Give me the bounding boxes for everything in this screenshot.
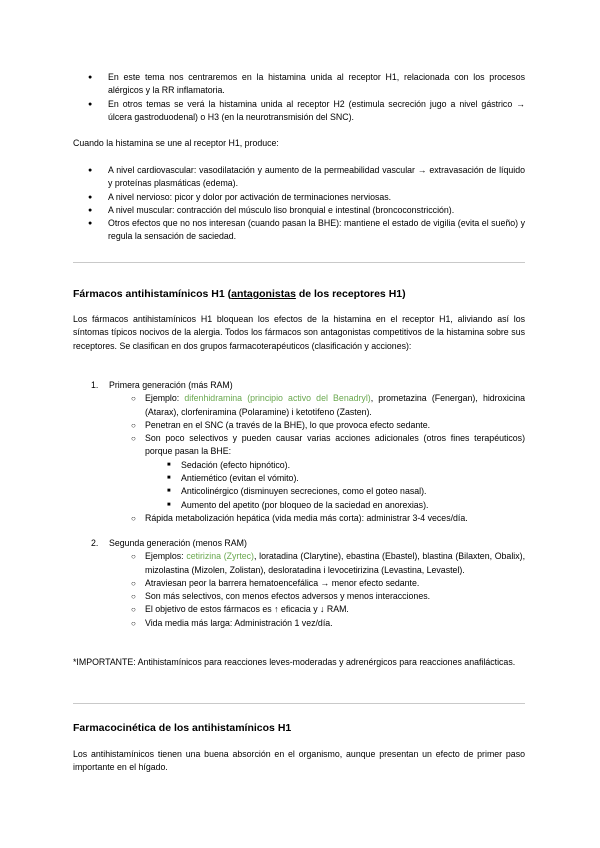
sub-list-item: ■ Antiemético (evitan el vómito).: [73, 472, 525, 485]
example-text: , loratadina (Clarytine), ebastina (Ebastel), blastina (Bilaxten, Obalix), mizolastina (Mizolen, Zolistan), desloratadina i levocetirizina (Levastina, Levastel).: [145, 551, 526, 575]
list-item: ○ Vida media más larga: Administración 1 vez/día.: [73, 617, 525, 630]
list-item: ● A nivel muscular: contracción del músculo liso bronquial e intestinal (broncoconstricción).: [73, 204, 525, 217]
divider: [73, 262, 525, 263]
list-item: ● En otros temas se verá la histamina unida al receptor H2 (estimula secreción jugo a nivel gástrico → úlcera gastroduodenal) o H3 (en la neurotransmisión del SNC).: [73, 98, 525, 125]
divider: [73, 703, 525, 704]
section-heading-antihistaminicos: [73, 288, 525, 301]
second-generation-group: [73, 537, 525, 630]
section-paragraph: Los antihistamínicos tienen una buena absorción en el organismo, aunque presentan un efecto de primer paso importante en el hígado.: [73, 749, 525, 773]
sub-list-item: ■ Sedación (efecto hipnótico).: [73, 459, 525, 472]
item-number: 2.: [91, 538, 99, 548]
first-generation-group: [73, 379, 525, 525]
heading-text: Fármacos antihistamínicos H1 (: [73, 288, 232, 300]
list-item: ○ Rápida metabolización hepática (vida media más corta): administrar 3-4 veces/día.: [73, 512, 525, 525]
list-item: ○ El objetivo de estos fármacos es ↑ eficacia y ↓ RAM.: [73, 603, 525, 616]
sub-list-item: ■ Aumento del apetito (por bloqueo de la saciedad en anorexias).: [73, 499, 525, 512]
list-item: ● A nivel nervioso: picor y dolor por activación de terminaciones nerviosas.: [73, 191, 525, 204]
numbered-item-title: [73, 379, 525, 392]
list-item: ○ Penetran en el SNC (a través de la BHE), lo que provoca efecto sedante.: [73, 419, 525, 432]
list-item: ● Otros efectos que no nos interesan (cuando pasan la BHE): mantiene el estado de vigilia (evita el sueño) y regula la sensación de saciedad.: [73, 217, 525, 244]
h1-intro-text: Cuando la histamina se une al receptor H1, produce:: [73, 138, 279, 148]
highlighted-drug: difenhidramina (principio activo del Benadryl): [184, 393, 371, 404]
list-item: ○ Son más selectivos, con menos efectos adversos y menos interacciones.: [73, 590, 525, 603]
example-label: Ejemplos:: [145, 551, 187, 562]
item-number: 1.: [91, 380, 99, 390]
list-item: ● A nivel cardiovascular: vasodilatación y aumento de la permeabilidad vascular → extravasación de líquido y proteínas plasmáticas (edema).: [73, 164, 525, 191]
example-label: Ejemplo:: [145, 393, 185, 404]
numbered-item-title: [73, 537, 525, 550]
section-paragraph: Los fármacos antihistamínicos H1 bloquean los efectos de la histamina en el receptor H1, aliviando así los síntomas típicos nocivos de la alergia. Todos los fármacos son antagonistas competitivos de la histamina sobre sus receptores. Se clasifican en dos grupos farmacoterapéuticos (clasificación y acciones):: [73, 314, 525, 351]
item-title: Segunda generación (menos RAM): [109, 538, 247, 548]
list-item: [73, 550, 525, 577]
intro-bullet-list: [73, 71, 525, 124]
section-heading-farmacocinetica: Farmacocinética de los antihistamínicos H1: [73, 722, 292, 734]
important-note: *IMPORTANTE: Antihistamínicos para reacciones leves-moderadas y adrenérgicos para reacciones anafilácticas.: [73, 657, 516, 667]
item-title: Primera generación (más RAM): [109, 380, 233, 390]
h1-effects-list: [73, 164, 525, 244]
heading-text: de los receptores H1): [295, 288, 406, 300]
list-item: ○ Atraviesan peor la barrera hematoencefálica → menor efecto sedante.: [73, 577, 525, 590]
sub-list-item: ■ Anticolinérgico (disminuyen secreciones, como el goteo nasal).: [73, 485, 525, 498]
list-item: ● En este tema nos centraremos en la histamina unida al receptor H1, relacionada con los procesos alérgicos y la RR inflamatoria.: [73, 71, 525, 98]
heading-underlined-text: antagonistas: [231, 288, 296, 300]
example-text: , prometazina (Fenergan), hidroxicina (Atarax), clorfeniramina (Polaramine) i ketotifeno (Zasten).: [145, 393, 525, 417]
highlighted-drug: cetirizina (Zyrtec): [186, 551, 254, 562]
list-item: ○ Son poco selectivos y pueden causar varias acciones adicionales (otros fines terapéuticos) porque pasan la BHE:: [73, 432, 525, 459]
list-item: [73, 392, 525, 419]
